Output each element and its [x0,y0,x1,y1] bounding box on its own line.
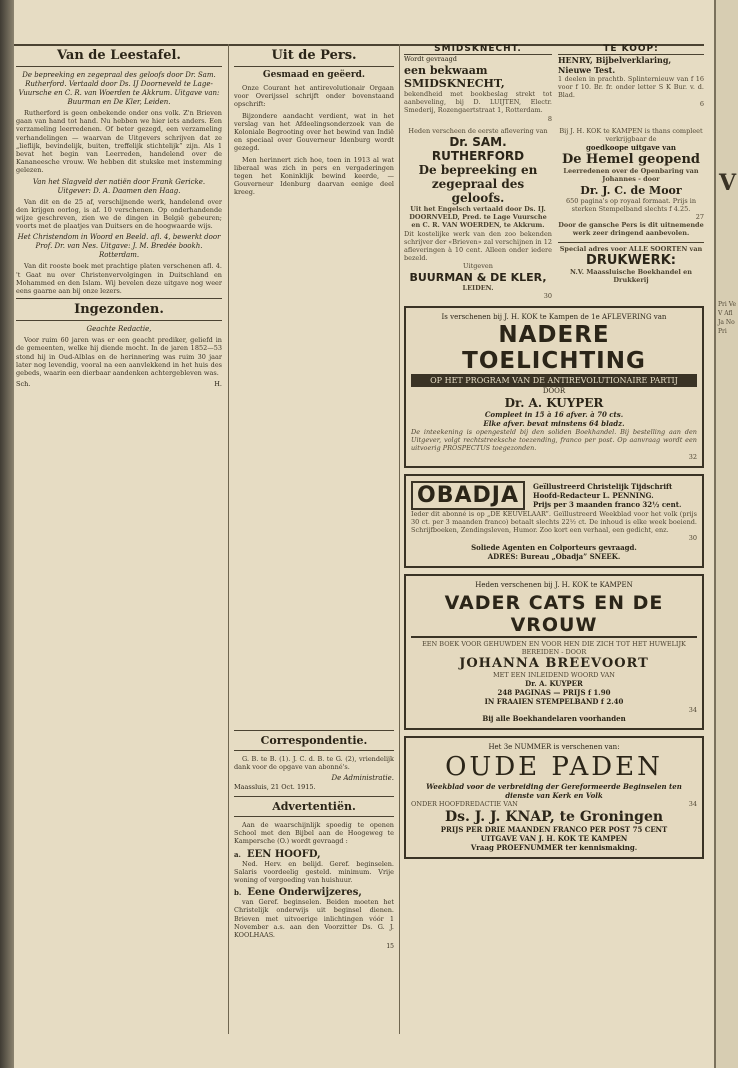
obadja-text: Ieder dit abonné is op „DE KEUVELAAR”. Geïllustreerd Weekblad voor het volk (prijs 30 ct. per 3 maanden franco) betaalt slechts 22½ ct. De inhoud is elke week boeiend. Schrijfboeken, Zendingsleven, Humor. Zoo kort een verhaal, een gedicht, enz. [411,509,697,535]
drukwerk-title: DRUKWERK: [586,252,676,268]
correspondentie-date: Maassluis, 21 Oct. 1915. [234,783,316,792]
hemel-author: Dr. J. C. de Moor [580,183,682,197]
rutherford-text: Dit kostelijke werk van den zoo bekenden schrijver der «Brieven» zal verschijnen in 12 afleveringen à 10 cent. Alleen onder iedere bezeld. [404,229,552,263]
paden-proef: Vraag PROEFNUMMER ter kennismaking. [470,842,638,852]
paden-author: Ds. J. J. KNAP, te Groningen [444,808,664,825]
correspondentie-text: G. B. te B. (1). J. C. d. B. te G. (2), vriendelijk dank voor de opgave van abonné's. [234,754,394,771]
paden-red-row [411,800,697,808]
advertentie-b-label: b. [234,888,242,898]
te-koop-text: 1 deelen in prachtb. Splinternieuw van f 16 voor f 10. Br. fr. onder letter S K Bur. v. d. Blad. [558,75,704,100]
paden-intro: Het 3e NUMMER is verschenen van: [488,743,620,752]
ingezonden-text: Voor ruim 60 jaren was er een geacht prediker, geliefd in de gemeenten, welke hij diende mocht. In de jaren 1852—53 stond hij in Oud-Alblas en de herinnering was ruim 30 jaar later nog levendig, vooral na een aanvlekkend in het huis des gebeds, waarin een dierbaar aandenken achtergebleven was. [16,336,222,378]
obadja-ad [404,474,704,568]
nadere-subtitle: OP HET PROGRAM VAN DE ANTIREVOLUTIONAIRE PARTIJ [411,374,697,387]
nadere-number: 32 [688,452,697,461]
hemel-text: Leerredenen over de Openbaring van Johannes - door [563,167,699,184]
nadere-text: De inteekening is opengesteld bij den soliden Boekhandel. Bij bestelling aan den Uitgever, volgt rechtstreeksche toezending, franco per post. Op aanvraag wordt een uitvoerig PROSPECTUS toegezonden. [411,428,697,453]
obadja-header [411,481,697,510]
advertentie-b-title: Eene Onderwijzeres, [247,887,362,899]
obadja-price: Prijs per 3 maanden franco 32½ cent. [532,499,682,509]
cats-band: IN FRAAIEN STEMPELBAND f 2.40 [484,697,624,707]
advertentie-a-label: a. [234,849,241,859]
hemel-title: De Hemel geopend [561,152,701,168]
paden-red: ONDER HOOFDREDACTIE VAN [411,800,518,809]
oude-paden-ad [404,736,704,858]
te-koop-number: 6 [699,99,704,108]
nadere-door: DOOR [542,387,566,396]
advertentie-a [234,849,394,860]
review1-subtitle: De bepreeking en zegepraal des geloofs door Dr. Sam. Rutherford. Vertaald door Ds. IJ Doorneveld te Lage-Vuursche en C. R. van Woerden te Akkrum. Uitgave van: Buurman en De Kler, Leiden. [18,71,220,106]
advertentie-text: Aan de waarschijnlijk spoedig te openen School met den Bijbel aan de Hoogeweg te Kampersche (O.) wordt gevraagd : [234,821,394,846]
drukwerk-publisher: N.V. Maassluische Boekhandel en Drukkerij [570,267,692,285]
signature-right: H. [214,380,222,389]
cats-intro2-author: Dr. A. KUYPER [525,679,583,689]
advertentie-b [234,887,394,898]
smidsknecht-heading: SMIDSKNECHT. [404,44,552,55]
hemel-sub: goedkoope uitgave van [586,143,676,153]
obadja-number: 30 [688,534,697,543]
ingezonden-signature [16,380,222,388]
smidsknecht-number: 8 [547,114,552,123]
drukwerk-ad [558,242,704,285]
obadja-redacteur: Hoofd-Redacteur L. PENNING. [532,490,654,500]
review3-text: Van dit rooste boek met prachtige platen verschenen afl. 4. 't Gaat nu over Christenvervolgingen in Duitschland en Mohammed en den Islam. Wij bevelen deze uitgave nog weer eens gaarne aan bij onze lezers. [16,262,222,296]
obadja-title: OBADJA [411,481,525,510]
te-koop-ad [558,44,704,123]
paden-number: 34 [688,800,697,809]
ingezonden-heading: Ingezonden. [16,298,222,321]
paden-price: PRIJS PER DRIE MAANDEN FRANCO PER POST 75 CENT [440,824,668,834]
nadere-each: Elke afver. bevat minstens 64 bladz. [483,419,625,429]
advertentie-a-text: Ned. Herv. en belijd. Geref. beginselen. Salaris voordeelig gesteld. minimum. Vrije woning of vergoeding van huishuur. [234,859,394,885]
advertentie-b-text: van Geref. beginselen. Beiden moeten het Christelijk onderwijs uit beginsel dienen. Brieven met uitvoerige inlichtingen vóór 1 November a.s. aan den Voorzitter Ds. G. J. KOOLHAAS. [234,898,394,940]
uit-de-pers-heading: Uit de Pers. [234,44,394,67]
column-rule-2 [399,44,400,1034]
smidsknecht-title: een bekwaam SMIDSKNECHT, [404,64,505,90]
drukwerk-intro: Special adres voor ALLE SOORTEN van [559,244,703,253]
next-page-edge [714,0,738,1068]
pers-text-3: Men herinnert zich hoe, toen in 1913 al wat liberaal was zich in pers en vergaderingen tegen het Koninklijk bewind keerde, — Gouverneur Idenburg daarvan eenige deel kreeg. [234,155,394,197]
column-3-ads [404,44,704,1034]
smidsknecht-ask: Wordt gevraagd [404,55,457,63]
paden-sub: Weekblad voor de verbreiding der Gereformeerde Beginselen ten dienste van Kerk en Volk [426,782,682,801]
cats-intro: Heden verschenen bij J. H. KOK te KAMPEN [475,580,633,589]
review2-text: Van dit en de 25 af, verschijnende werk, handelend over den krijgen oorlog, is af. 10 verschenen. Op onderhandende wijze geschreven, zien we de dingen in België gebeuren; voorts met de plaatjes van Duitsers en de hoogwaarde wijs. [16,197,222,231]
correspondentie-signature: De Administratie. [331,774,394,783]
rutherford-author: Dr. SAM. RUTHERFORD [431,135,525,164]
hemel-ad [558,127,704,300]
pers-text-2: Bijzondere aandacht verdient, wat in het verslag van het Afdeelingsonderzoek van de Koloniale Begrooting over het bewind van Indië en speciaal over Gouverneur Idenburg wordt gezegd. [234,111,394,153]
paden-title: OUDE PADEN [445,752,663,783]
rutherford-uitgever-label: Uitgeven [463,262,493,271]
review1-text: Rutherford is geen onbekende onder ons volk. Z'n Brieven gaan van hand tot hand. Nu hebben we hier iets anders. Een verzameling leerredenen. Of beter gezegd, een verzameling verhandelingen — waarvan de Uitgevers schrijven dat ze „lieflijk, bevindelijk, buiten, treffelijk stichtelijk” zijn. Als 1 bevat het begin van Leerreden, handelend over de Kananeesche vrouw. We hebben dit stukske met instemming gelezen. [16,109,222,175]
rutherford-intro: Heden verscheen de eerste aflevering van [408,126,548,135]
te-koop-title: HENRY, Bijbelverklaring, Nieuwe Test. [558,55,672,75]
smidsknecht-ad [404,44,552,123]
obadja-adres: ADRES: Bureau „Obadja” SNEEK. [487,551,621,561]
hemel-price: 650 pagina's op royaal formaat. Prijs in sterken Stempelband slechts f 4.25. [565,196,697,213]
correspondentie-heading: Correspondentie. [234,730,394,751]
vader-cats-ad [404,574,704,731]
rutherford-number: 30 [543,291,552,300]
pers-subheading: Gesmaad en geëerd. [262,70,366,80]
cats-author: JOHANNA BREEVOORT [459,656,649,672]
obadja-agents: Soliede Agenten en Colporteurs gevraagd. [471,542,637,552]
nadere-author: Dr. A. KUYPER [504,396,604,411]
leestafel-heading: Van de Leestafel. [16,44,222,67]
hemel-pers: Door de gansche Pers is dit uitnemende werk zeer dringend aanbevolen. [558,221,704,238]
rutherford-ad [404,127,552,300]
review3-subtitle: Het Christendom in Woord en Beeld. afl. 4, bewerkt door Prof. Dr. van Nes. Uitgave: J. M. Bredée bookh. Rotterdam. [17,233,221,260]
te-koop-heading: TE KOOP: [558,44,704,55]
edge-letter: V [719,170,737,196]
cats-intro2: MET EEN INLEIDEND WOORD VAN [493,671,615,680]
obadja-meta [533,482,681,509]
review2-subtitle: Van het Slagveld der natiën door Frank Gericke. Uitgever: D. A. Daamen den Haag. [32,177,206,195]
nadere-toelichting-ad [404,306,704,468]
hemel-intro: Bij J. H. KOK te KAMPEN is thans compleet verkrijgbaar de [559,126,703,144]
cats-avail: Bij alle Boekhandelaren voorhanden [482,714,626,724]
cats-title: VADER CATS EN DE VROUW [411,592,697,638]
rutherford-city: LEIDEN. [462,283,494,292]
advertentien-heading: Advertentiën. [234,796,394,817]
advertentie-a-title: EEN HOOFD, [246,848,321,860]
pers-continuation [234,200,394,730]
signature-left: Sch. [16,380,31,389]
hemel-number: 27 [695,213,704,222]
cats-pages: 248 PAGINAS — PRIJS f 1.90 [497,688,611,698]
nadere-title: NADERE TOELICHTING [462,322,646,375]
column-2 [234,44,394,1034]
column-1 [16,44,222,1034]
pers-text-1: Onze Courant het antirevolutionair Orgaan voor Overijssel schrijft onder bovenstaand opschrift: [234,84,394,109]
ingezonden-salutation: Geachte Redactie, [86,325,152,334]
cats-text: EEN BOEK VOOR GEHUWDEN EN VOOR HEN DIE ZICH TOT HET HUWELIJK BEREIDEN - DOOR [422,639,686,656]
rutherford-translation: Uit het Engelsch vertaald door Ds. IJ. DOORNVELD, Pred. te Lage Vuursche en C. R. VAN WOERDEN, te Akkrum. [409,205,547,230]
smidsknecht-text: bekendheid met bookbeslag strekt tot aanbeveling, bij D. LUIJTEN, Electr. Smederij, Rozengaertstraat 1, Rotterdam. [404,90,552,115]
paden-uitgave: UITGAVE VAN J. H. KOK TE KAMPEN [480,833,628,843]
rutherford-title: De bepreeking en zegepraal des geloofs. [418,163,538,206]
rutherford-publisher: BUURMAN & DE KLER, [409,270,547,284]
advertentie-b-number: 15 [386,943,394,951]
page-gutter [0,0,14,1068]
edge-text: Pri Ve V Afl Ja No Pri [718,301,737,335]
column-rule-1 [228,44,229,1034]
middle-ads-row [404,127,704,300]
nadere-intro: Is verschenen bij J. H. KOK te Kampen de 1e AFLEVERING van [441,313,667,322]
top-ads-row [404,44,704,123]
obadja-sub: Geïllustreerd Christelijk Tijdschrift [532,481,673,491]
nadere-compleet: Compleet in 15 à 16 afver. à 70 cts. [484,410,624,420]
cats-number: 34 [688,706,697,715]
